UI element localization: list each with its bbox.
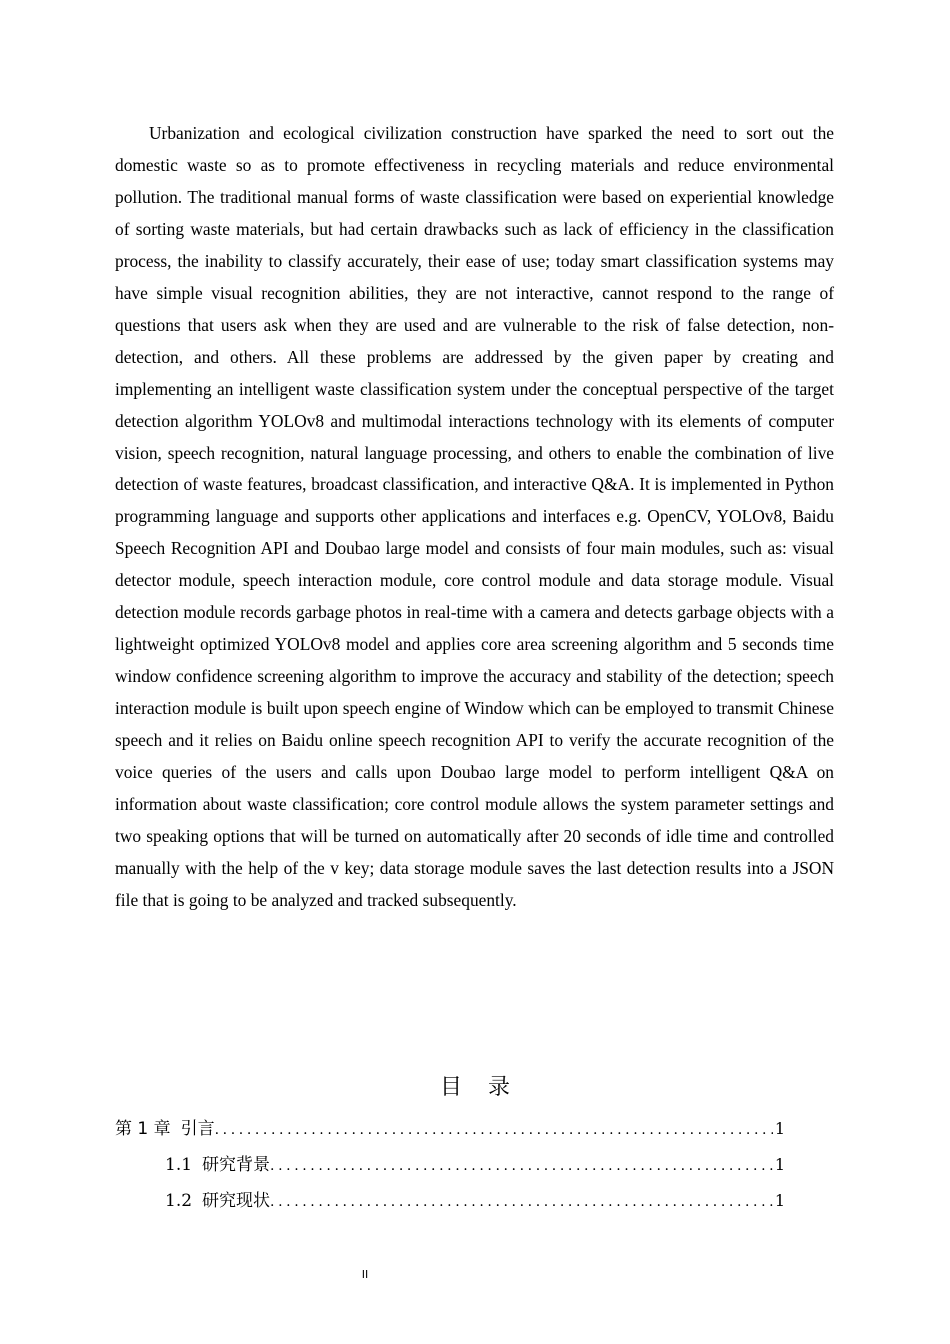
toc-entry-label [165,1186,270,1211]
toc-entry-page: 1 [774,1191,785,1210]
toc-dot-leader [215,1122,773,1138]
toc-title: 目录 [439,1075,536,1100]
abstract-paragraph: Urbanization and ecological civilization construction have sparked the need to sort out the domestic waste so as to promote effectiveness in recycling materials and reduce environmental pollution. The traditional manual forms of waste classification were based on experiential knowledge of sorting waste materials, but had certain drawbacks such as lack of efficiency in the classification process, the inability to classify accurately, their ease of use; today smart classification systems may have simple visual recognition abilities, they are not interactive, cannot respond to the range of questions that users ask when they are used and are vulnerable to the risk of false detection, non-detection, and others. All these problems are addressed by the given paper by creating and implementing an intelligent waste classification system under the conceptual perspective of the target detection algorithm YOLOv8 and multimodal interactions technology with its elements of computer vision, speech recognition, natural language processing, and others to enable the combination of live detection of waste features, broadcast classification, and interactive Q&A. It is implemented in Python programming language and supports other applications and interfaces e.g. OpenCV, YOLOv8, Baidu Speech Recognition API and Doubao large model and consists of four main modules, such as: visual detector module, speech interaction module, core control module and data storage module. Visual detection module records garbage photos in real-time with a camera and detects garbage objects with a lightweight optimized YOLOv8 model and applies core area screening algorithm and 5 seconds time window confidence screening algorithm to improve the accuracy and stability of the detection; speech interaction module is built upon speech engine of Window which can be employed to transmit Chinese speech and it relies on Baidu online speech recognition API to verify the accurate recognition of the voice queries of the users and calls upon Doubao large model to perform intelligent Q&A on information about waste classification; core control module allows the system parameter settings and two speaking options that will be turned on automatically after 20 seconds of idle time and controlled manually with the help of the v key; data storage module saves the last detection results into a JSON file that is going to be analyzed and tracked subsequently. [115,123,834,910]
toc-entry-page: 1 [774,1119,785,1138]
toc-entry-title: 研究现状 [202,1191,271,1211]
toc-entry-label [165,1150,270,1175]
toc-entry-chapter-1[interactable] [115,1114,785,1140]
toc-entry-label [115,1114,215,1139]
toc-entry-number: 1.1 [165,1155,193,1175]
toc-entry-title: 研究背景 [202,1155,271,1175]
page-number: II [361,1268,369,1281]
toc-entry-title: 引言 [180,1119,215,1139]
toc-dot-leader [270,1158,773,1174]
toc-entry-section-1-1[interactable] [165,1150,785,1176]
toc-entry-number: 1.2 [165,1191,193,1211]
toc-entry-number: 第 1 章 [115,1119,171,1139]
toc-dot-leader [270,1194,773,1210]
toc-entry-page: 1 [774,1155,785,1174]
toc-entry-section-1-2[interactable] [165,1186,785,1212]
